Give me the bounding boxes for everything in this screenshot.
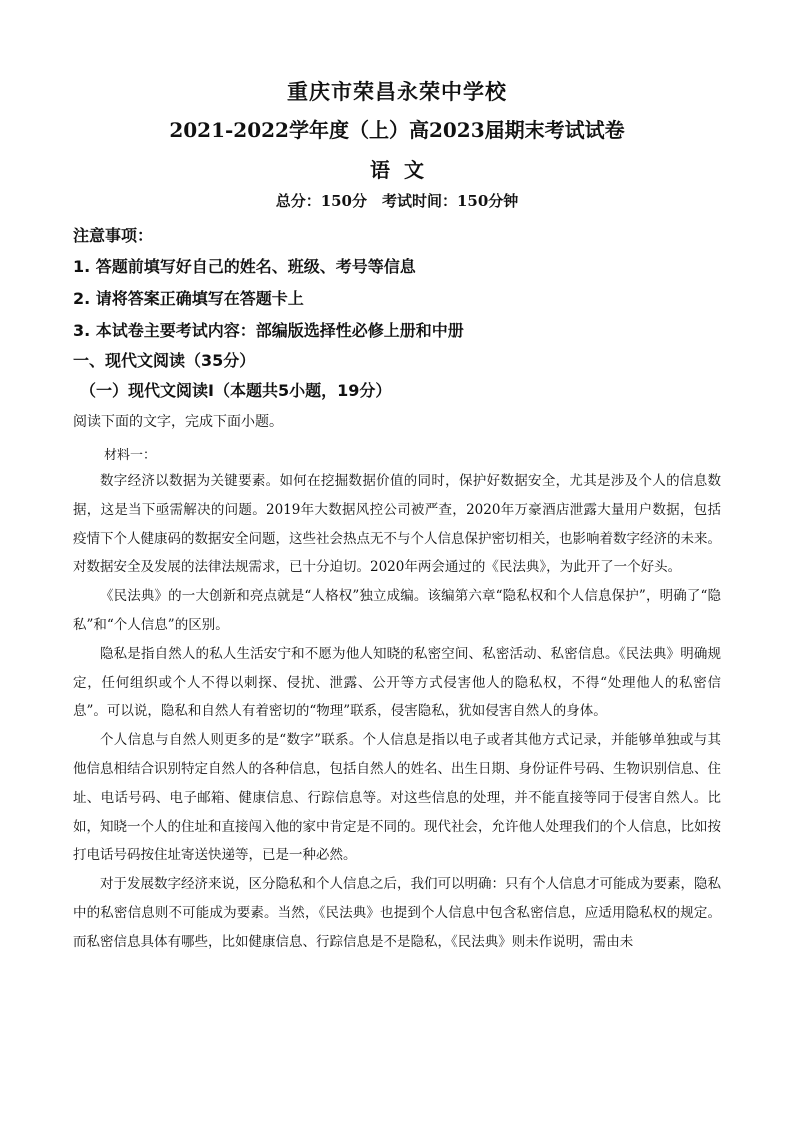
score-and-time: 总分：150分 考试时间：150分钟 xyxy=(275,192,519,210)
passage-body xyxy=(73,467,721,957)
notes-item-1: 1. 答题前填写好自己的姓名、班级、考号等信息 xyxy=(73,257,416,276)
notes-item-3: 3. 本试卷主要考试内容：部编版选择性必修上册和中册 xyxy=(73,321,464,340)
passage-paragraph-5: 对于发展数字经济来说，区分隐私和个人信息之后，我们可以明确：只有个人信息才可能成为要素，隐私中的私密信息则不可能成为要素。当然，《民法典》也提到个人信息中包含私密信息，应适用隐私权的规定。而私密信息具体有哪些，比如健康信息、行踪信息是不是隐私，《民法典》则未作说明，需由未 xyxy=(73,876,721,950)
passage-paragraph-2: 《民法典》的一大创新和亮点就是“人格权”独立成编。该编第六章“隐私权和个人信息保护”，明确了“隐私”和“个人信息”的区别。 xyxy=(73,588,721,633)
subject-title: 语文 xyxy=(370,158,438,182)
exam-title: 2021-2022学年度（上）高2023届期末考试试卷 xyxy=(169,118,625,142)
subsection-title: （一）现代文阅读Ⅰ（本题共5小题，19分） xyxy=(80,381,392,400)
notes-title: 注意事项： xyxy=(73,226,154,245)
reading-instruction: 阅读下面的文字，完成下面小题。 xyxy=(73,414,283,430)
passage-paragraph-1: 数字经济以数据为关键要素。如何在挖掘数据价值的同时，保护好数据安全，尤其是涉及个人的信息数据，这是当下亟需解决的问题。2019年大数据风控公司被严查，2020年万豪酒店泄露大量用户数据，包括疫情下个人健康码的数据安全问题，这些社会热点无不与个人信息保护密切相关，也影响着数字经济的未来。对数据安全及发展的法律法规需求，已十分迫切。2020年两会通过的《民法典》，为此开了一个好头。 xyxy=(73,473,721,576)
school-name: 重庆市荣昌永荣中学校 xyxy=(287,79,507,104)
passage-paragraph-4: 个人信息与自然人则更多的是“数字”联系。个人信息是指以电子或者其他方式记录，并能够单独或与其他信息相结合识别特定自然人的各种信息，包括自然人的姓名、出生日期、身份证件号码、生物识别信息、住址、电话号码、电子邮箱、健康信息、行踪信息等。对这些信息的处理，并不能直接等同于侵害自然人。比如，知晓一个人的住址和直接闯入他的家中肯定是不同的。现代社会，允许他人处理我们的个人信息，比如按打电话号码按住址寄送快递等，已是一种必然。 xyxy=(73,732,721,864)
notes-item-2: 2. 请将答案正确填写在答题卡上 xyxy=(73,289,304,308)
passage-paragraph-3: 隐私是指自然人的私人生活安宁和不愿为他人知晓的私密空间、私密活动、私密信息。《民法典》明确规定，任何组织或个人不得以刺探、侵扰、泄露、公开等方式侵害他人的隐私权，不得“处理他人的私密信息”。可以说，隐私和自然人有着密切的“物理”联系，侵害隐私，犹如侵害自然人的身体。 xyxy=(73,645,721,720)
material-label: 材料一： xyxy=(104,448,157,463)
section-title: 一、现代文阅读（35分） xyxy=(73,351,256,370)
